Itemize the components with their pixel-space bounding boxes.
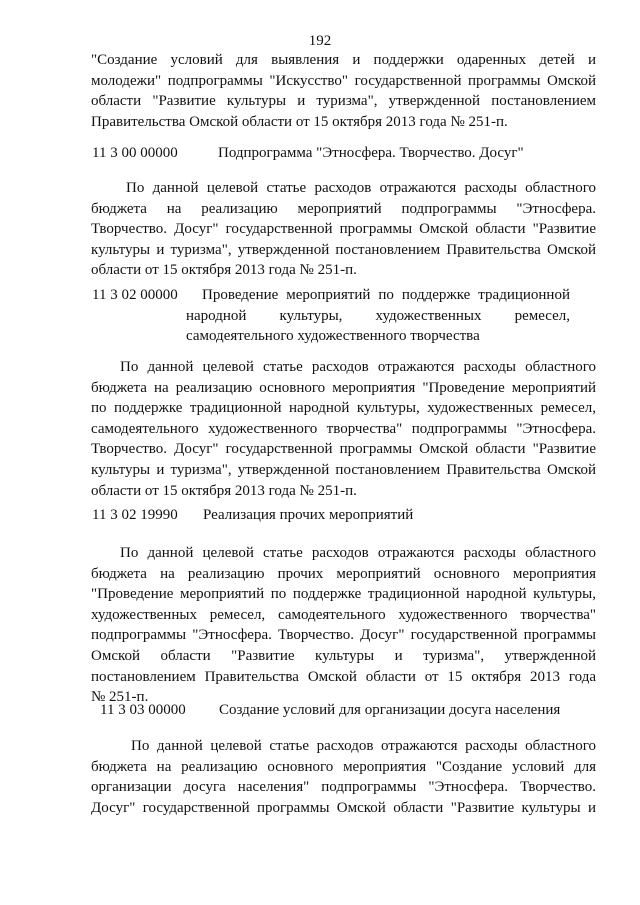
intro-line: "Создание условий для выявления и поддержки одаренных детей и (91, 52, 596, 68)
body-line: по поддержке традиционной народной культуры, художественных ремесел, (91, 400, 596, 417)
body-line: подпрограммы "Этносфера. Творчество. Досуг" государственной программы (91, 627, 596, 644)
page-number: 192 (308, 33, 332, 49)
title-line: народной культуры, художественных ремесел, (186, 307, 570, 324)
section-body (91, 543, 596, 708)
intro-line: молодежи" подпрограммы "Искусство" государственной программы Омской (91, 72, 596, 89)
body-line: Омской области "Развитие культуры и туризма", утвержденной (91, 647, 596, 664)
section-title (186, 285, 570, 347)
section-code: 11 3 02 00000 (92, 287, 178, 303)
section-code: 11 3 03 00000 (100, 702, 186, 718)
body-line: По данной целевой статье расходов отражаются расходы областного (131, 738, 596, 754)
body-line: По данной целевой статье расходов отражаются расходы областного (120, 359, 596, 375)
body-line: Творчество. Досуг" государственной программы Омской области "Развитие (91, 221, 596, 238)
body-line: области от 15 октября 2013 года № 251-п. (91, 482, 357, 499)
body-line: самодеятельного художественного творчества" подпрограммы "Этносфера. (91, 420, 596, 437)
body-line: культуры и туризма", утвержденной постановлением Правительства Омской (91, 241, 596, 258)
body-line: культуры и туризма", утвержденной постановлением Правительства Омской (91, 461, 596, 478)
intro-line: Правительства Омской области от 15 октября 2013 года № 251-п. (91, 113, 508, 130)
section-body (91, 736, 596, 818)
body-line: "Проведение мероприятий по поддержке традиционной народной культуры, (91, 586, 596, 603)
body-line: постановлением Правительства Омской области от 15 октября 2013 года (91, 668, 596, 685)
body-line: По данной целевой статье расходов отражаются расходы областного (120, 545, 596, 561)
body-line: художественных ремесел, самодеятельного художественного творчества" (91, 606, 596, 623)
section-title: Подпрограмма "Этносфера. Творчество. Досуг" (218, 145, 524, 161)
body-line: организации досуга населения" подпрограммы "Этносфера. Творчество. (91, 779, 596, 796)
body-line: бюджета на реализацию мероприятий подпрограммы "Этносфера. (91, 200, 596, 217)
body-line: бюджета на реализацию основного мероприятия "Проведение мероприятий (91, 379, 596, 396)
section-title: Реализация прочих мероприятий (203, 507, 414, 523)
title-line: Проведение мероприятий по поддержке традиционной (202, 287, 570, 303)
section-body (91, 178, 596, 281)
intro-line: области "Развитие культуры и туризма", утвержденной постановлением (91, 93, 596, 110)
body-line: № 251-п. (91, 689, 149, 706)
section-title: Создание условий для организации досуга населения (219, 702, 561, 718)
body-line: Творчество. Досуг" государственной программы Омской области "Развитие (91, 441, 596, 458)
body-line: По данной целевой статье расходов отражаются расходы областного (126, 180, 596, 196)
section-body (91, 357, 596, 501)
title-line: самодеятельного художественного творчества (186, 328, 480, 345)
body-line: бюджета на реализацию прочих мероприятий основного мероприятия (91, 565, 596, 582)
body-line: Досуг" государственной программы Омской области "Развитие культуры и (91, 799, 596, 816)
intro-paragraph (91, 50, 596, 132)
section-code: 11 3 00 00000 (92, 145, 178, 161)
body-line: области от 15 октября 2013 года № 251-п. (91, 262, 357, 279)
section-code: 11 3 02 19990 (92, 507, 178, 523)
body-line: бюджета на реализацию основного мероприятия "Создание условий для (91, 758, 596, 775)
